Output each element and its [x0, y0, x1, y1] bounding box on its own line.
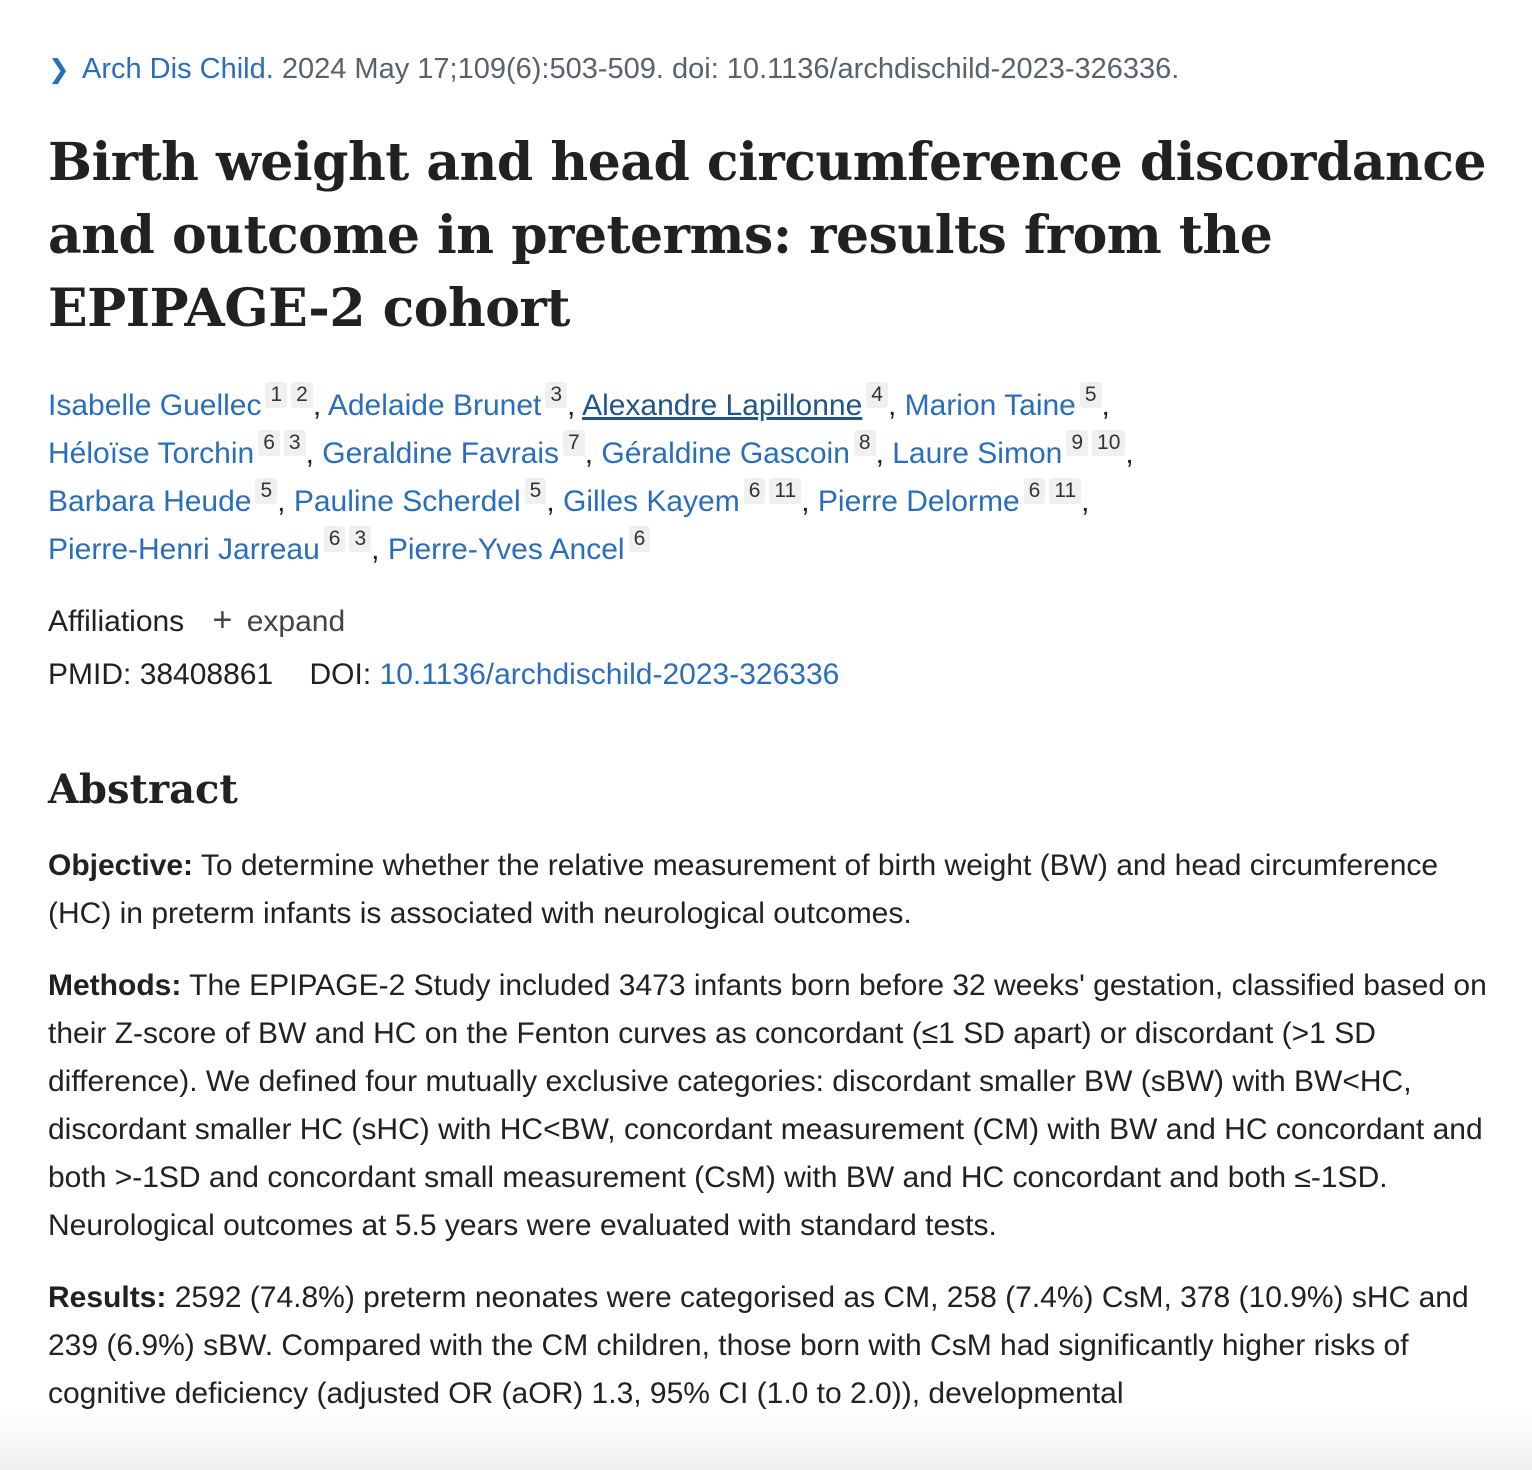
affiliations-row: [48, 600, 345, 642]
author-line: [48, 382, 1488, 430]
affiliation-number[interactable]: 3: [284, 430, 306, 456]
affiliations-label: Affiliations: [48, 605, 185, 638]
affiliation-number[interactable]: 5: [1080, 382, 1102, 408]
affiliation-number[interactable]: 6: [629, 526, 651, 552]
author-link[interactable]: Laure Simon: [892, 437, 1063, 470]
affiliation-number[interactable]: 8: [854, 430, 876, 456]
author-separator: ,: [1101, 389, 1110, 422]
abstract-methods: [48, 962, 1488, 1250]
author-list: [48, 382, 1488, 574]
abstract-heading: Abstract: [48, 766, 238, 813]
expand-affiliations-button[interactable]: expand: [246, 605, 346, 638]
author-link[interactable]: Gilles Kayem: [563, 485, 740, 518]
author-line: [48, 526, 1488, 574]
affiliation-number[interactable]: 3: [349, 526, 371, 552]
affiliation-number[interactable]: 3: [545, 382, 567, 408]
doi-link[interactable]: 10.1136/archdischild-2023-326336: [379, 658, 840, 691]
pmid-label: PMID:: [48, 658, 132, 691]
doi-label: DOI:: [309, 658, 372, 691]
author-line: [48, 478, 1488, 526]
article-title: Birth weight and head circumference discordance and outcome in preterms: results from the EPIPAGE-2 cohort: [48, 132, 1487, 339]
author-separator: ,: [312, 389, 328, 422]
author-separator: ,: [801, 485, 818, 518]
author-link[interactable]: Pauline Scherdel: [293, 485, 521, 518]
author-separator: ,: [1125, 437, 1134, 470]
objective-label: Objective:: [48, 849, 194, 882]
abstract-body: [48, 842, 1488, 1442]
affiliation-number[interactable]: 11: [769, 478, 801, 504]
author-separator: ,: [277, 485, 294, 518]
author-link[interactable]: Adelaide Brunet: [327, 389, 542, 422]
affiliation-number[interactable]: 6: [258, 430, 280, 456]
author-link[interactable]: Isabelle Guellec: [48, 389, 262, 422]
affiliation-number[interactable]: 9: [1066, 430, 1088, 456]
objective-text: To determine whether the relative measurement of birth weight (BW) and head circumference (HC) in preterm infants is associated with neurological outcomes.: [48, 849, 1439, 930]
results-label: Results:: [48, 1281, 167, 1314]
citation-line: [48, 50, 1179, 88]
affiliation-number[interactable]: 7: [563, 430, 585, 456]
author-link[interactable]: Barbara Heude: [48, 485, 252, 518]
abstract-results: [48, 1274, 1488, 1418]
author-link[interactable]: Pierre-Henri Jarreau: [48, 533, 320, 566]
affiliation-number[interactable]: 2: [291, 382, 313, 408]
author-link[interactable]: Marion Taine: [904, 389, 1076, 422]
affiliation-number[interactable]: 1: [265, 382, 287, 408]
identifiers-row: [48, 655, 839, 695]
author-line: [48, 430, 1488, 478]
author-separator: ,: [305, 437, 323, 470]
affiliation-number[interactable]: 6: [1024, 478, 1046, 504]
author-separator: ,: [567, 389, 583, 422]
plus-icon[interactable]: +: [212, 601, 233, 639]
chevron-right-icon[interactable]: ❯: [48, 54, 70, 84]
author-separator: ,: [371, 533, 388, 566]
author-link[interactable]: Alexandre Lapillonne: [582, 389, 863, 422]
affiliation-number[interactable]: 4: [866, 382, 888, 408]
author-link[interactable]: Géraldine Gascoin: [601, 437, 850, 470]
affiliation-number[interactable]: 5: [255, 478, 277, 504]
affiliation-number[interactable]: 6: [324, 526, 346, 552]
results-text: 2592 (74.8%) preterm neonates were categorised as CM, 258 (7.4%) CsM, 378 (10.9%) sHC and 239 (6.9%) sBW. Compared with the CM children, those born with CsM had significantly higher risks of cognitive deficiency (adjusted OR (aOR) 1.3, 95% CI (1.0 to 2.0)), developmental: [48, 1281, 1469, 1410]
affiliation-number[interactable]: 6: [744, 478, 766, 504]
author-link[interactable]: Pierre-Yves Ancel: [387, 533, 625, 566]
affiliation-number[interactable]: 5: [525, 478, 547, 504]
author-separator: ,: [875, 437, 893, 470]
affiliation-number[interactable]: 10: [1092, 430, 1125, 456]
methods-label: Methods:: [48, 969, 182, 1002]
author-separator: ,: [584, 437, 602, 470]
author-separator: ,: [1081, 485, 1090, 518]
author-link[interactable]: Héloïse Torchin: [48, 437, 255, 470]
author-link[interactable]: Pierre Delorme: [817, 485, 1020, 518]
pmid-value: 38408861: [139, 658, 274, 691]
bottom-fade: [0, 1410, 1532, 1470]
abstract-objective: [48, 842, 1488, 938]
journal-link[interactable]: Arch Dis Child.: [82, 53, 274, 85]
citation-details: 2024 May 17;109(6):503-509. doi: 10.1136/archdischild-2023-326336.: [273, 53, 1180, 85]
author-link[interactable]: Geraldine Favrais: [322, 437, 560, 470]
affiliation-number[interactable]: 11: [1049, 478, 1081, 504]
methods-text: The EPIPAGE-2 Study included 3473 infants born before 32 weeks' gestation, classified based on their Z-score of BW and HC on the Fenton curves as concordant (≤1 SD apart) or discordant (>1 SD difference). We defined four mutually exclusive categories: discordant smaller BW (sBW) with BW<HC, discordant smaller HC (sHC) with HC<BW, concordant measurement (CM) with BW and HC concordant and both >-1SD and concordant small measurement (CsM) with BW and HC concordant and both ≤-1SD. Neurological outcomes at 5.5 years were evaluated with standard tests.: [48, 969, 1487, 1242]
author-separator: ,: [887, 389, 905, 422]
author-separator: ,: [546, 485, 564, 518]
